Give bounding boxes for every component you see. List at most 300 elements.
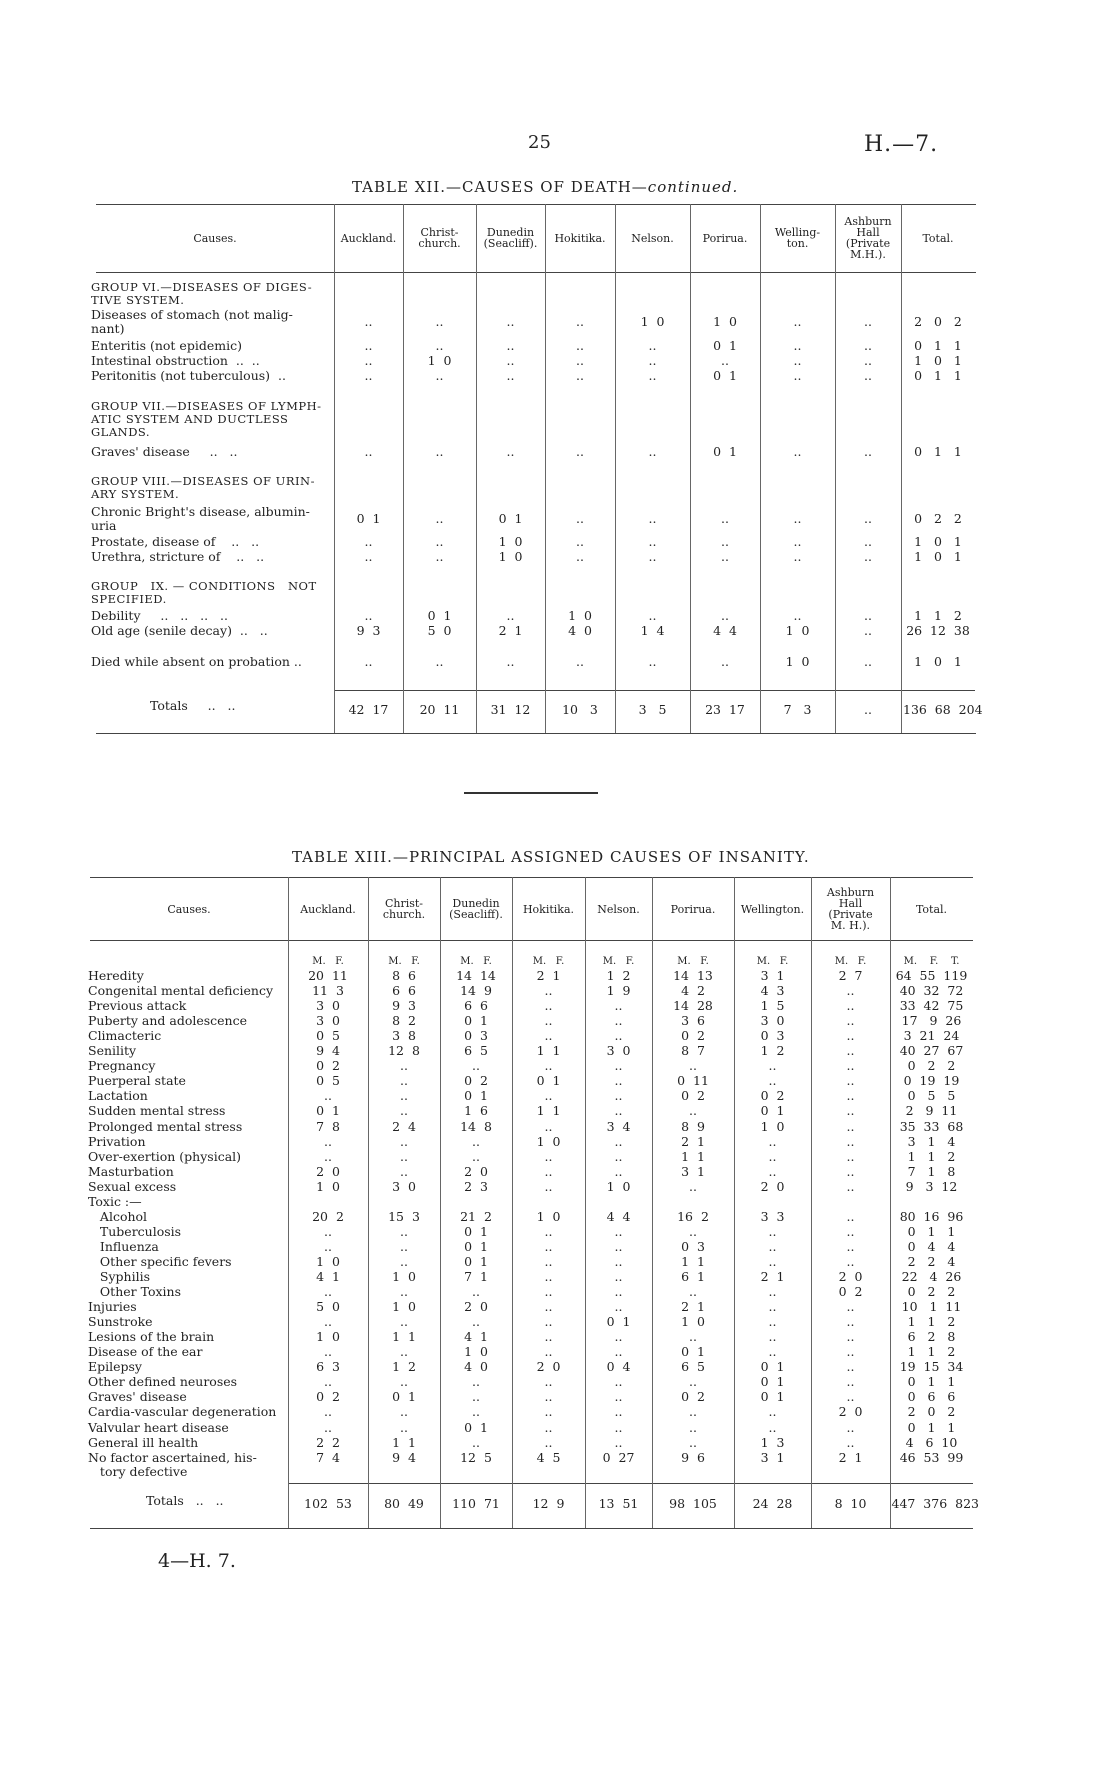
table12-total-cell: 3 5 (638, 702, 667, 717)
table13-cell: 17 9 26 (901, 1013, 962, 1029)
table13-cell: .. (400, 1344, 408, 1360)
table13-cell: 0 1 (606, 1314, 631, 1330)
table13-cell: 2 0 (760, 1178, 785, 1194)
table13-cell: .. (846, 1374, 855, 1390)
table12-cell: .. (793, 511, 802, 526)
table13-cell: 7 8 (316, 1118, 340, 1134)
table12-column-divider (901, 204, 902, 733)
table13-cell: .. (614, 1088, 623, 1104)
table13-cell: .. (689, 1103, 697, 1119)
table12-cell: .. (576, 338, 584, 353)
table12-column-divider (615, 204, 616, 733)
table13-cell: .. (768, 1404, 777, 1420)
table13-cell: .. (614, 1374, 623, 1390)
table13-cell: .. (544, 1178, 553, 1194)
table13-cell: 0 2 (464, 1073, 488, 1089)
table13-cell: .. (689, 1223, 697, 1239)
table12-total-cell: 31 12 (490, 702, 531, 717)
table13-cell: 14 8 (460, 1118, 492, 1134)
table13-cause-label: Tuberculosis (88, 1223, 182, 1239)
table12-cell: .. (506, 353, 515, 368)
table12-group-label: GROUP VII.—DISEASES OF LYMPH- ATIC SYSTEM AND DUCTLESS GLANDS. (91, 399, 322, 439)
table13-cell: .. (472, 1389, 480, 1405)
table13-cell: .. (689, 1434, 697, 1450)
table13-cause-label: Privation (88, 1133, 146, 1149)
table13-cell: 0 1 (760, 1374, 785, 1390)
table13-cell: .. (768, 1058, 777, 1074)
table13-cell: 1 0 (316, 1253, 340, 1269)
table13-cell: .. (544, 998, 553, 1014)
table13-cause-label: Other specific fevers (88, 1253, 232, 1269)
table13-cell: 0 1 1 (907, 1223, 956, 1239)
table12-cell: .. (648, 444, 657, 459)
table13-cell: 0 3 (760, 1028, 785, 1044)
table13-cell: .. (614, 1434, 623, 1450)
table12-bottom-rule (96, 733, 976, 734)
table12-cell: 1 0 (785, 623, 810, 638)
table12-cell: 0 1 1 (914, 368, 962, 383)
table12-cell: 1 0 (568, 608, 592, 623)
table13-cell: .. (400, 1163, 408, 1179)
table13-cell: 9 4 (392, 1449, 416, 1465)
table13-cell: 2 0 (838, 1269, 863, 1284)
table13-cell: 6 2 8 (907, 1329, 956, 1345)
table13-cell: 1 0 (536, 1133, 561, 1149)
table12-cause-label: Old age (senile decay) .. .. (91, 623, 268, 638)
table13-cause-label: Sexual excess (88, 1178, 177, 1194)
table13-cell: 46 53 99 (899, 1449, 964, 1465)
table13-cell: 1 1 (536, 1103, 561, 1119)
table13-cell: 7 4 (316, 1449, 340, 1465)
table13-cause-label: Sudden mental stress (88, 1103, 226, 1119)
table12-cell: .. (793, 549, 802, 564)
table12-cell: .. (576, 353, 584, 368)
table12-cell: 1 4 (640, 623, 665, 638)
table13-cell: .. (768, 1133, 777, 1149)
table12-cell: .. (576, 314, 584, 329)
table13-cell: .. (324, 1088, 332, 1104)
table12-cell: 0 2 2 (914, 511, 962, 526)
table13-cell: .. (846, 1133, 855, 1149)
table13-cell: 0 4 4 (907, 1238, 956, 1254)
table12-cell: .. (793, 314, 802, 329)
table13-cell: 0 19 19 (903, 1073, 960, 1089)
table13-cell: .. (472, 1314, 480, 1330)
table13-cell: 3 0 (392, 1178, 416, 1194)
table13-cell: .. (544, 1314, 553, 1330)
table13-cell: 4 6 10 (905, 1434, 958, 1450)
table13-cell: 1 1 2 (907, 1148, 956, 1164)
table13-cell: .. (614, 1163, 623, 1179)
table12-cell: 26 12 38 (906, 623, 970, 638)
table13-cell: .. (400, 1223, 408, 1239)
table12-cell: .. (506, 444, 515, 459)
table13-cell: .. (689, 1178, 697, 1194)
table13-cell: .. (544, 1223, 553, 1239)
table12-title (352, 178, 738, 196)
table13-sex-header: M. F. T. (903, 956, 960, 967)
table13-cell: 15 3 (388, 1208, 420, 1224)
table13-total-cell: 12 9 (532, 1496, 565, 1511)
table13-cell: 2 0 (464, 1163, 488, 1179)
table13-cell: .. (614, 1238, 623, 1254)
table12-cause-label: Urethra, stricture of .. .. (91, 549, 265, 564)
table13-cell: .. (400, 1148, 408, 1164)
table13-total-cell: 80 49 (384, 1496, 424, 1511)
table12-column-header: Auckland. (340, 231, 397, 245)
table13-cell: 1 0 (536, 1208, 561, 1224)
table12-cell: .. (364, 444, 373, 459)
table13-cause-label: Other defined neuroses (88, 1374, 238, 1390)
table12-cell: .. (793, 444, 802, 459)
table13-cell: .. (689, 1374, 697, 1390)
table13-total-cell: 24 28 (752, 1496, 793, 1511)
table13-cell: 1 1 2 (907, 1344, 956, 1360)
table13-cell: 2 2 4 (907, 1253, 956, 1269)
table13-cell: 7 1 8 (907, 1163, 956, 1179)
table13-cause-label: Senility (88, 1043, 137, 1059)
table13-cell: 4 1 (316, 1269, 340, 1284)
table13-cell: .. (544, 1148, 553, 1164)
table13-cell: 3 1 4 (907, 1133, 956, 1149)
table13-cell: 0 11 (677, 1073, 709, 1089)
table13-cell: .. (400, 1133, 408, 1149)
table12-cause-label: Prostate, disease of .. .. (91, 534, 260, 549)
table13-total-cell: 110 71 (452, 1496, 500, 1511)
table12-column-divider (545, 204, 546, 733)
table13-cell: .. (472, 1404, 480, 1420)
table13-cell: 0 5 (316, 1073, 340, 1089)
table13-cell: 1 0 (392, 1269, 416, 1284)
table13-cell: .. (846, 1223, 855, 1239)
table13-total-cell: 8 10 (834, 1496, 867, 1511)
table13-cell: 22 4 26 (901, 1269, 962, 1284)
table13-cell: 0 2 (681, 1389, 705, 1405)
table13-sex-header: M. F. (756, 956, 789, 967)
table13-cell: 2 0 (838, 1404, 863, 1420)
table13-cell: .. (544, 1269, 553, 1284)
table13-cell: 8 7 (681, 1043, 705, 1059)
table12-cause-label: Chronic Bright's disease, albumin- uria (91, 504, 310, 533)
table13-cell: .. (614, 1058, 623, 1074)
table13-cause-label: Toxic :— (88, 1193, 142, 1209)
table13-cell: 0 1 (464, 1419, 488, 1435)
table13-cell: 9 3 12 (905, 1178, 958, 1194)
table13-cell: .. (614, 1133, 623, 1149)
table13-cell: .. (768, 1163, 777, 1179)
table13-cell: .. (324, 1314, 332, 1330)
table13-cell: .. (614, 1269, 623, 1284)
table13-cell: 1 9 (606, 983, 631, 999)
table13-cell: .. (472, 1148, 480, 1164)
table13-cell: .. (768, 1419, 777, 1435)
table12-total-cell: 20 11 (419, 702, 460, 717)
table12-cell: .. (648, 654, 657, 669)
table12-total-cell: .. (864, 702, 872, 717)
table12-cell: 9 3 (356, 623, 381, 638)
table13-cell: 3 4 (606, 1118, 631, 1134)
table12-group-label: GROUP VIII.—DISEASES OF URIN- ARY SYSTEM. (91, 474, 315, 501)
table12-cause-label: Peritonitis (not tuberculous) .. (91, 368, 286, 383)
table12-cell: .. (506, 654, 515, 669)
table13-cell: .. (768, 1073, 777, 1089)
table13-cell: 2 4 (392, 1118, 416, 1134)
table13-cell: .. (846, 1434, 855, 1450)
section-divider (464, 792, 598, 794)
table12-cell: .. (576, 368, 584, 383)
table13-cell: 2 0 (536, 1359, 561, 1375)
table13-top-rule (90, 877, 973, 878)
table12-cell: 1 0 1 (914, 654, 962, 669)
table12-cell: .. (576, 654, 584, 669)
table12-cell: .. (864, 534, 872, 549)
table13-cell: 3 8 (392, 1028, 416, 1044)
table12-cell: .. (506, 338, 515, 353)
table13-cell: 0 6 6 (907, 1389, 956, 1405)
table13-total-cell: 13 51 (598, 1496, 639, 1511)
table13-cell: .. (614, 1419, 623, 1435)
table13-cause-label: Climacteric (88, 1028, 162, 1044)
table13-cell: 1 1 (392, 1329, 416, 1345)
table13-cell: 0 1 (464, 1088, 488, 1104)
table13-column-header: Auckland. (300, 902, 356, 916)
table13-cell: 21 2 (460, 1208, 492, 1224)
table13-cell: 6 1 (681, 1269, 705, 1284)
table13-cell: 0 2 (681, 1088, 705, 1104)
table13-cell: 20 11 (308, 968, 348, 983)
table13-cell: .. (324, 1148, 332, 1164)
table13-cell: 8 9 (681, 1118, 705, 1134)
table13-cell: .. (614, 1284, 623, 1300)
table13-cell: 0 1 1 (907, 1419, 956, 1435)
table12-cell: 1 0 1 (914, 353, 962, 368)
table12-cell: .. (435, 368, 444, 383)
table13-cell: 14 13 (673, 968, 713, 983)
table12-cell: .. (648, 549, 657, 564)
table13-cell: .. (846, 1329, 855, 1345)
table12-cell: .. (364, 534, 373, 549)
table13-cell: 0 2 (681, 1028, 705, 1044)
table13-cell: .. (614, 1013, 623, 1029)
table13-cell: .. (544, 1344, 553, 1360)
table13-cell: .. (324, 1284, 332, 1300)
table13-cell: 1 0 (681, 1314, 705, 1330)
table13-cell: 3 21 24 (903, 1028, 960, 1044)
table13-cell: 2 1 (681, 1133, 705, 1149)
table13-cell: .. (544, 1013, 553, 1029)
table13-cell: 2 1 (838, 1449, 863, 1465)
table13-cause-label: No factor ascertained, his- tory defective (88, 1449, 257, 1479)
table13-cell: .. (400, 1284, 408, 1300)
table13-cause-label: General ill health (88, 1434, 199, 1450)
table12-column-header: Porirua. (702, 231, 748, 245)
table13-cell: 2 2 (316, 1434, 340, 1450)
table13-cell: .. (846, 1013, 855, 1029)
table13-cell: 6 5 (681, 1359, 705, 1375)
table13-cell: 0 1 (316, 1103, 340, 1119)
table13-cell: 12 8 (388, 1043, 420, 1059)
table12-total-cell: 42 17 (348, 702, 389, 717)
table13-cell: .. (768, 1238, 777, 1254)
table13-cell: 14 28 (673, 998, 713, 1014)
table12-cell: .. (364, 608, 373, 623)
table12-cell: .. (793, 353, 802, 368)
table12-cell: .. (576, 549, 584, 564)
table13-cell: .. (472, 1284, 480, 1300)
table13-cell: .. (768, 1148, 777, 1164)
table13-sex-header: M. F. (388, 956, 420, 967)
table13-cell: .. (544, 1028, 553, 1044)
table13-cell: 2 3 (464, 1178, 488, 1194)
table13-cell: 0 3 (681, 1238, 705, 1254)
table13-cell: .. (768, 1314, 777, 1330)
table13-bottom-rule (90, 1528, 973, 1529)
table13-total-cell: 447 376 823 (891, 1496, 979, 1511)
table13-cell: .. (400, 1404, 408, 1420)
table13-cell: .. (544, 1163, 553, 1179)
table13-column-header: Wellington. (740, 902, 805, 916)
table12-column-divider (476, 204, 477, 733)
table12-cell: 0 1 (498, 511, 523, 526)
table13-cell: .. (846, 1148, 855, 1164)
table13-cell: 20 2 (312, 1208, 344, 1224)
table13-total-cell: 98 105 (669, 1496, 717, 1511)
table12-column-divider (690, 204, 691, 733)
table13-cell: 2 9 11 (905, 1103, 958, 1119)
table12-column-header: Dunedin (Seacliff). (483, 226, 538, 250)
table13-cell: .. (846, 983, 855, 999)
table12-cell: .. (648, 368, 657, 383)
table12-cell: .. (506, 314, 515, 329)
table13-cell: 4 2 (681, 983, 705, 999)
table13-cell: 3 0 (606, 1043, 631, 1059)
table13-cell: .. (472, 1133, 480, 1149)
table13-cell: 9 4 (316, 1043, 340, 1059)
table12-cell: .. (721, 549, 729, 564)
table12-cell: .. (435, 511, 444, 526)
table12-cell: 2 1 (498, 623, 523, 638)
table13-cell: 4 3 (760, 983, 785, 999)
table12-cell: .. (864, 654, 872, 669)
table13-cell: .. (846, 1178, 855, 1194)
table13-cell: 1 0 (606, 1178, 631, 1194)
table13-cell: .. (544, 1374, 553, 1390)
table13-cause-label: Valvular heart disease (88, 1419, 229, 1435)
table13-column-header: Nelson. (597, 902, 640, 916)
table12-cause-label: Enteritis (not epidemic) (91, 338, 242, 353)
table12-cell: .. (864, 353, 872, 368)
table13-cell: .. (614, 1148, 623, 1164)
table13-cell: .. (544, 983, 553, 999)
table12-cell: 1 0 (640, 314, 665, 329)
page-number: 25 (528, 132, 551, 153)
table13-sex-header: M. F. (312, 956, 344, 967)
table13-cell: .. (846, 1253, 855, 1269)
table12-cell: 0 1 (713, 368, 737, 383)
table13-cell: .. (846, 1419, 855, 1435)
table12-cell: .. (793, 338, 802, 353)
table13-cause-label: Heredity (88, 968, 144, 983)
table12-cell: .. (364, 314, 373, 329)
table12-cell: .. (721, 654, 729, 669)
table13-cell: .. (846, 1058, 855, 1074)
table12-cell: .. (576, 511, 584, 526)
table13-cell: 1 2 (760, 1043, 785, 1059)
table13-sex-header: M. F. (532, 956, 565, 967)
table13-cell: 0 1 1 (907, 1374, 956, 1390)
table13-cell: 2 0 2 (907, 1404, 956, 1420)
table13-cell: .. (544, 1404, 553, 1420)
table13-cause-label: Other Toxins (88, 1284, 181, 1300)
table12-cell: 0 1 (427, 608, 452, 623)
table12-cell: .. (435, 444, 444, 459)
table12-cell: 0 1 1 (914, 444, 962, 459)
table13-cause-label: Epilepsy (88, 1359, 142, 1375)
table12-cell: .. (435, 534, 444, 549)
table12-cell: 0 1 (713, 338, 737, 353)
table12-cell: .. (364, 368, 373, 383)
table13-cell: 2 1 (536, 968, 561, 983)
table13-column-header: Porirua. (670, 902, 716, 916)
table13-title: TABLE XIII.—PRINCIPAL ASSIGNED CAUSES OF INSANITY. (292, 848, 810, 866)
table13-cell: 0 1 (681, 1344, 705, 1360)
table13-cell: .. (544, 1253, 553, 1269)
table13-cell: 1 3 (760, 1434, 785, 1450)
table13-total-cell: 102 53 (304, 1496, 352, 1511)
table13-cell: .. (544, 1419, 553, 1435)
table13-cell: 3 6 (681, 1013, 705, 1029)
table12-cell: .. (864, 549, 872, 564)
table13-cell: .. (614, 1344, 623, 1360)
table12-cell: 4 4 (713, 623, 737, 638)
table13-cell: 1 2 (392, 1359, 416, 1375)
table12-cell: 1 0 (498, 549, 523, 564)
table13-cell: .. (400, 1073, 408, 1089)
table13-cell: 9 6 (681, 1449, 705, 1465)
table13-cell: .. (846, 1028, 855, 1044)
table13-cell: 0 4 (606, 1359, 631, 1375)
table13-cell: .. (544, 1389, 553, 1405)
table13-totals-label: Totals .. .. (146, 1493, 224, 1508)
table13-cell: .. (614, 1028, 623, 1044)
table13-cell: .. (472, 1434, 480, 1450)
table13-cell: 14 9 (460, 983, 492, 999)
table12-cell: 0 1 (356, 511, 381, 526)
table13-column-header: Causes. (167, 902, 211, 916)
table13-totals-rule (288, 1483, 973, 1484)
table13-cell: .. (544, 1329, 553, 1345)
table12-top-rule (96, 204, 976, 205)
table13-cell: .. (324, 1419, 332, 1435)
table13-cell: 0 2 (838, 1284, 863, 1300)
table12-cell: .. (721, 511, 729, 526)
table13-column-header: Total. (915, 902, 948, 916)
table13-cell: .. (400, 1238, 408, 1254)
table12-cell: .. (648, 353, 657, 368)
table13-cell: .. (544, 1299, 553, 1315)
table12-total-cell: 10 3 (562, 702, 598, 717)
table13-cell: .. (324, 1344, 332, 1360)
table13-cell: 2 0 (316, 1163, 340, 1179)
table13-cell: .. (846, 1118, 855, 1134)
table12-cell: .. (435, 338, 444, 353)
document-reference: H.—7. (864, 132, 939, 157)
table12-column-header: Christ- church. (418, 226, 461, 250)
table13-cell: 0 1 (464, 1238, 488, 1254)
table12-totals-rule (334, 690, 975, 691)
table13-cell: 9 3 (392, 998, 416, 1014)
table13-cell: .. (846, 1344, 855, 1360)
